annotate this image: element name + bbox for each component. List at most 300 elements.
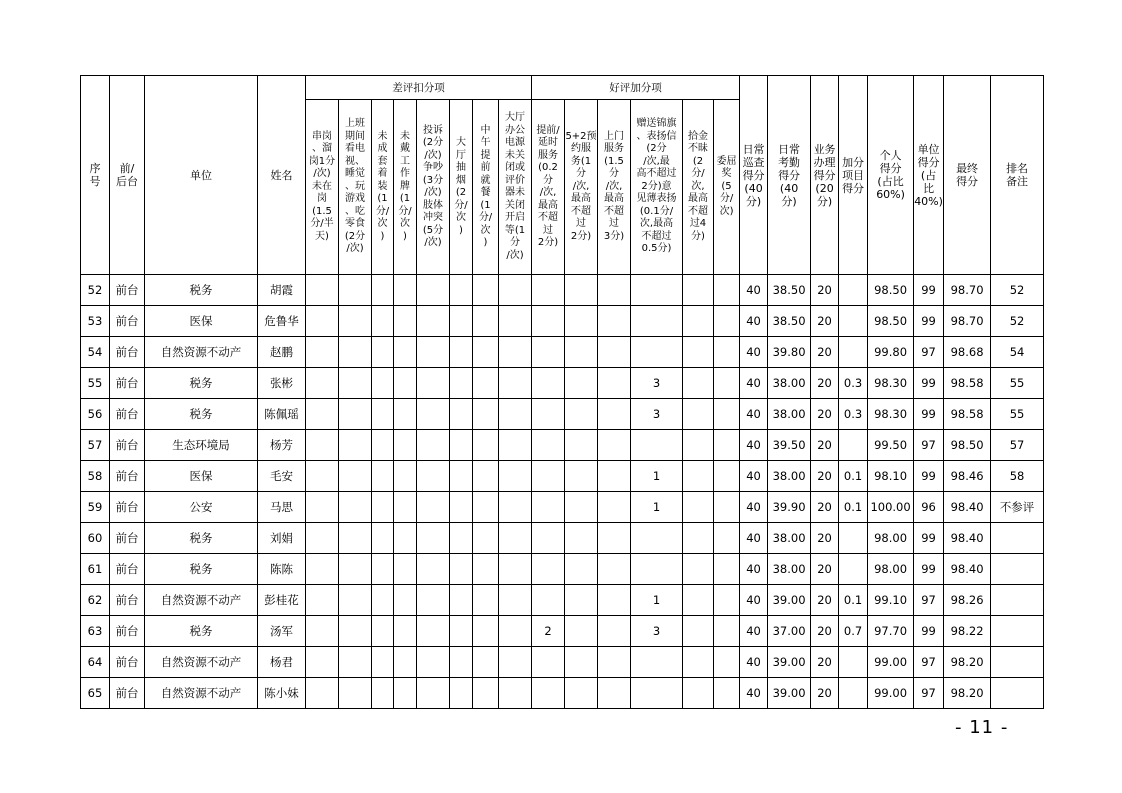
cell-unit: 自然资源不动产 — [145, 678, 258, 709]
header-negative-group: 差评扣分项 — [306, 76, 532, 100]
cell-rank — [991, 585, 1044, 616]
cell-c18 — [714, 306, 740, 337]
cell-final: 98.70 — [944, 275, 991, 306]
cell-c14 — [565, 616, 598, 647]
cell-final: 98.20 — [944, 647, 991, 678]
cell-patrol: 40 — [740, 492, 768, 523]
cell-biz: 20 — [811, 678, 839, 709]
table-row — [81, 368, 1044, 399]
cell-c14 — [565, 399, 598, 430]
cell-final: 98.20 — [944, 678, 991, 709]
cell-c13 — [532, 585, 565, 616]
cell-c15 — [598, 647, 631, 678]
cell-biz: 20 — [811, 368, 839, 399]
cell-c5 — [306, 368, 339, 399]
header-positive-item: 上门 服务 (1.5 分 /次, 最高 不超 过 3分) — [598, 100, 631, 275]
cell-pos: 前台 — [110, 337, 145, 368]
cell-personal: 99.10 — [868, 585, 914, 616]
cell-c6 — [339, 337, 372, 368]
cell-c9 — [417, 399, 450, 430]
cell-c10 — [450, 275, 473, 306]
cell-rank — [991, 523, 1044, 554]
cell-c12 — [499, 616, 532, 647]
table-row — [81, 461, 1044, 492]
cell-c14 — [565, 492, 598, 523]
cell-patrol: 40 — [740, 399, 768, 430]
cell-c15 — [598, 678, 631, 709]
cell-c9 — [417, 554, 450, 585]
cell-c17 — [683, 492, 714, 523]
cell-c10 — [450, 492, 473, 523]
cell-final: 98.70 — [944, 306, 991, 337]
cell-seq: 54 — [81, 337, 110, 368]
cell-c15 — [598, 523, 631, 554]
cell-attend: 38.00 — [768, 399, 811, 430]
cell-c9 — [417, 678, 450, 709]
cell-c10 — [450, 337, 473, 368]
cell-c11 — [473, 616, 499, 647]
cell-attend: 39.90 — [768, 492, 811, 523]
cell-c9 — [417, 275, 450, 306]
cell-unit: 自然资源不动产 — [145, 585, 258, 616]
cell-seq: 55 — [81, 368, 110, 399]
cell-c6 — [339, 461, 372, 492]
table-row — [81, 523, 1044, 554]
cell-c15 — [598, 616, 631, 647]
cell-c10 — [450, 523, 473, 554]
cell-c18 — [714, 275, 740, 306]
cell-biz: 20 — [811, 492, 839, 523]
header-position: 前/ 后台 — [110, 76, 145, 275]
cell-pos: 前台 — [110, 554, 145, 585]
cell-patrol: 40 — [740, 678, 768, 709]
cell-c6 — [339, 430, 372, 461]
cell-c5 — [306, 554, 339, 585]
cell-c16: 1 — [631, 461, 683, 492]
cell-c16: 1 — [631, 492, 683, 523]
cell-rank: 55 — [991, 399, 1044, 430]
cell-c15 — [598, 461, 631, 492]
cell-c18 — [714, 678, 740, 709]
cell-c18 — [714, 461, 740, 492]
cell-c13 — [532, 430, 565, 461]
cell-c12 — [499, 585, 532, 616]
cell-unit_score: 99 — [914, 461, 944, 492]
cell-c5 — [306, 430, 339, 461]
cell-c14 — [565, 554, 598, 585]
cell-c16 — [631, 647, 683, 678]
cell-c14 — [565, 306, 598, 337]
cell-c9 — [417, 585, 450, 616]
cell-c10 — [450, 399, 473, 430]
cell-unit: 自然资源不动产 — [145, 337, 258, 368]
cell-pos: 前台 — [110, 678, 145, 709]
cell-c9 — [417, 461, 450, 492]
cell-c14 — [565, 337, 598, 368]
header-positive-group: 好评加分项 — [532, 76, 740, 100]
cell-rank — [991, 678, 1044, 709]
header-positive-item: 拾金 不昧 (2 分/ 次, 最高 不超 过4 分) — [683, 100, 714, 275]
cell-c13: 2 — [532, 616, 565, 647]
cell-c5 — [306, 275, 339, 306]
cell-unit_score: 97 — [914, 430, 944, 461]
cell-biz: 20 — [811, 306, 839, 337]
cell-c7 — [372, 647, 394, 678]
cell-bonus: 0.1 — [839, 461, 868, 492]
cell-c14 — [565, 430, 598, 461]
cell-name: 胡霞 — [258, 275, 306, 306]
cell-c15 — [598, 492, 631, 523]
cell-bonus: 0.1 — [839, 492, 868, 523]
cell-unit_score: 99 — [914, 399, 944, 430]
cell-c10 — [450, 306, 473, 337]
cell-unit_score: 99 — [914, 554, 944, 585]
cell-c11 — [473, 492, 499, 523]
cell-c7 — [372, 306, 394, 337]
cell-seq: 64 — [81, 647, 110, 678]
cell-c11 — [473, 647, 499, 678]
cell-c8 — [394, 306, 417, 337]
cell-c6 — [339, 554, 372, 585]
cell-c10 — [450, 647, 473, 678]
cell-bonus — [839, 554, 868, 585]
cell-c6 — [339, 678, 372, 709]
cell-unit: 自然资源不动产 — [145, 647, 258, 678]
cell-c15 — [598, 306, 631, 337]
cell-c9 — [417, 368, 450, 399]
cell-c9 — [417, 647, 450, 678]
cell-personal: 98.00 — [868, 554, 914, 585]
header-personal: 个人 得分 (占比 60%) — [868, 76, 914, 275]
cell-personal: 97.70 — [868, 616, 914, 647]
cell-rank: 54 — [991, 337, 1044, 368]
header-business: 业务 办理 得分 (20 分) — [811, 76, 839, 275]
cell-rank: 不参评 — [991, 492, 1044, 523]
cell-c5 — [306, 492, 339, 523]
cell-bonus — [839, 337, 868, 368]
cell-attend: 38.00 — [768, 368, 811, 399]
header-negative-item: 中 午 提 前 就 餐 (1 分/ 次 ) — [473, 100, 499, 275]
cell-c14 — [565, 523, 598, 554]
cell-pos: 前台 — [110, 585, 145, 616]
cell-c13 — [532, 399, 565, 430]
cell-patrol: 40 — [740, 430, 768, 461]
cell-c18 — [714, 368, 740, 399]
cell-c12 — [499, 647, 532, 678]
cell-c13 — [532, 492, 565, 523]
cell-c16 — [631, 306, 683, 337]
cell-c16 — [631, 275, 683, 306]
header-negative-item: 串岗 、溜 岗1分 /次) 未在 岗 (1.5 分/半 天) — [306, 100, 339, 275]
cell-attend: 38.00 — [768, 554, 811, 585]
cell-c5 — [306, 399, 339, 430]
cell-c5 — [306, 306, 339, 337]
cell-c8 — [394, 492, 417, 523]
cell-c8 — [394, 554, 417, 585]
cell-c7 — [372, 368, 394, 399]
cell-unit: 税务 — [145, 523, 258, 554]
cell-c16 — [631, 523, 683, 554]
header-daily-attendance: 日常 考勤 得分 (40 分) — [768, 76, 811, 275]
cell-rank: 52 — [991, 275, 1044, 306]
cell-unit: 生态环境局 — [145, 430, 258, 461]
cell-bonus — [839, 523, 868, 554]
cell-name: 刘娟 — [258, 523, 306, 554]
cell-c7 — [372, 399, 394, 430]
cell-bonus — [839, 678, 868, 709]
cell-c13 — [532, 461, 565, 492]
cell-name: 陈佩瑶 — [258, 399, 306, 430]
cell-c5 — [306, 523, 339, 554]
cell-c11 — [473, 678, 499, 709]
cell-c9 — [417, 337, 450, 368]
cell-c12 — [499, 492, 532, 523]
cell-rank: 55 — [991, 368, 1044, 399]
cell-c9 — [417, 523, 450, 554]
cell-pos: 前台 — [110, 430, 145, 461]
header-positive-item: 5+2预 约服 务(1 分 /次, 最高 不超 过 2分) — [565, 100, 598, 275]
cell-c6 — [339, 306, 372, 337]
cell-final: 98.46 — [944, 461, 991, 492]
cell-seq: 61 — [81, 554, 110, 585]
cell-seq: 58 — [81, 461, 110, 492]
header-daily-patrol: 日常 巡查 得分 (40 分) — [740, 76, 768, 275]
cell-unit: 税务 — [145, 275, 258, 306]
table-row — [81, 647, 1044, 678]
cell-pos: 前台 — [110, 647, 145, 678]
cell-c17 — [683, 399, 714, 430]
cell-name: 彭桂花 — [258, 585, 306, 616]
header-unit-score: 单位 得分 (占 比 40%) — [914, 76, 944, 275]
cell-patrol: 40 — [740, 275, 768, 306]
cell-patrol: 40 — [740, 461, 768, 492]
header-positive-item: 委屈 奖 (5 分/ 次) — [714, 100, 740, 275]
table-row — [81, 275, 1044, 306]
cell-c5 — [306, 647, 339, 678]
cell-c8 — [394, 523, 417, 554]
cell-seq: 60 — [81, 523, 110, 554]
header-positive-item: 提前/ 延时 服务 (0.2 分 /次, 最高 不超 过 2分) — [532, 100, 565, 275]
cell-bonus — [839, 306, 868, 337]
cell-attend: 39.00 — [768, 678, 811, 709]
header-final: 最终 得分 — [944, 76, 991, 275]
table-row — [81, 306, 1044, 337]
cell-biz: 20 — [811, 461, 839, 492]
cell-c10 — [450, 461, 473, 492]
cell-c8 — [394, 461, 417, 492]
cell-c6 — [339, 275, 372, 306]
cell-rank: 58 — [991, 461, 1044, 492]
cell-biz: 20 — [811, 275, 839, 306]
cell-c6 — [339, 523, 372, 554]
cell-c11 — [473, 368, 499, 399]
cell-unit: 医保 — [145, 306, 258, 337]
cell-c16 — [631, 430, 683, 461]
cell-name: 陈陈 — [258, 554, 306, 585]
cell-c16: 1 — [631, 585, 683, 616]
cell-c16: 3 — [631, 368, 683, 399]
cell-c7 — [372, 461, 394, 492]
cell-seq: 63 — [81, 616, 110, 647]
header-name: 姓名 — [258, 76, 306, 275]
cell-c8 — [394, 368, 417, 399]
cell-c7 — [372, 430, 394, 461]
cell-name: 杨君 — [258, 647, 306, 678]
cell-c16 — [631, 337, 683, 368]
cell-c18 — [714, 523, 740, 554]
cell-c9 — [417, 492, 450, 523]
cell-final: 98.22 — [944, 616, 991, 647]
cell-c12 — [499, 306, 532, 337]
cell-unit_score: 97 — [914, 647, 944, 678]
cell-seq: 57 — [81, 430, 110, 461]
cell-personal: 99.00 — [868, 678, 914, 709]
cell-seq: 65 — [81, 678, 110, 709]
cell-name: 张彬 — [258, 368, 306, 399]
cell-c13 — [532, 647, 565, 678]
cell-name: 毛安 — [258, 461, 306, 492]
cell-c12 — [499, 554, 532, 585]
cell-c13 — [532, 368, 565, 399]
cell-c17 — [683, 647, 714, 678]
cell-unit: 税务 — [145, 368, 258, 399]
cell-personal: 98.10 — [868, 461, 914, 492]
cell-final: 98.40 — [944, 492, 991, 523]
cell-patrol: 40 — [740, 337, 768, 368]
cell-pos: 前台 — [110, 368, 145, 399]
cell-name: 杨芳 — [258, 430, 306, 461]
cell-c11 — [473, 523, 499, 554]
cell-c18 — [714, 554, 740, 585]
cell-c6 — [339, 585, 372, 616]
cell-c11 — [473, 275, 499, 306]
cell-unit_score: 99 — [914, 275, 944, 306]
cell-personal: 98.00 — [868, 523, 914, 554]
cell-unit: 医保 — [145, 461, 258, 492]
cell-c5 — [306, 678, 339, 709]
cell-biz: 20 — [811, 554, 839, 585]
cell-personal: 98.30 — [868, 399, 914, 430]
cell-c8 — [394, 678, 417, 709]
cell-bonus: 0.7 — [839, 616, 868, 647]
cell-c16 — [631, 678, 683, 709]
cell-c10 — [450, 616, 473, 647]
cell-c17 — [683, 616, 714, 647]
cell-biz: 20 — [811, 616, 839, 647]
cell-c8 — [394, 430, 417, 461]
cell-final: 98.58 — [944, 368, 991, 399]
cell-c6 — [339, 492, 372, 523]
cell-c7 — [372, 492, 394, 523]
cell-unit_score: 97 — [914, 585, 944, 616]
header-negative-item: 未 成 套 着 装 (1 分/ 次 ) — [372, 100, 394, 275]
cell-pos: 前台 — [110, 461, 145, 492]
cell-c17 — [683, 523, 714, 554]
cell-pos: 前台 — [110, 306, 145, 337]
cell-name: 危鲁华 — [258, 306, 306, 337]
cell-c18 — [714, 430, 740, 461]
cell-unit_score: 99 — [914, 368, 944, 399]
cell-c13 — [532, 337, 565, 368]
cell-c5 — [306, 461, 339, 492]
cell-final: 98.58 — [944, 399, 991, 430]
cell-name: 汤军 — [258, 616, 306, 647]
cell-c14 — [565, 647, 598, 678]
cell-c15 — [598, 275, 631, 306]
cell-final: 98.50 — [944, 430, 991, 461]
header-bonus: 加分 项目 得分 — [839, 76, 868, 275]
cell-pos: 前台 — [110, 492, 145, 523]
cell-bonus: 0.3 — [839, 368, 868, 399]
cell-c8 — [394, 399, 417, 430]
table-body — [81, 275, 1044, 709]
cell-bonus — [839, 430, 868, 461]
cell-c11 — [473, 430, 499, 461]
cell-c17 — [683, 430, 714, 461]
cell-c9 — [417, 616, 450, 647]
cell-c15 — [598, 368, 631, 399]
cell-c11 — [473, 585, 499, 616]
page-number: - 11 - — [955, 717, 1009, 738]
cell-patrol: 40 — [740, 306, 768, 337]
cell-attend: 38.50 — [768, 306, 811, 337]
cell-biz: 20 — [811, 523, 839, 554]
cell-c9 — [417, 430, 450, 461]
cell-patrol: 40 — [740, 585, 768, 616]
cell-c10 — [450, 430, 473, 461]
header-seq: 序 号 — [81, 76, 110, 275]
cell-final: 98.40 — [944, 523, 991, 554]
cell-bonus: 0.3 — [839, 399, 868, 430]
cell-final: 98.68 — [944, 337, 991, 368]
cell-c18 — [714, 647, 740, 678]
cell-attend: 38.50 — [768, 275, 811, 306]
cell-c17 — [683, 554, 714, 585]
cell-attend: 39.00 — [768, 647, 811, 678]
cell-seq: 59 — [81, 492, 110, 523]
header-rank: 排名 备注 — [991, 76, 1044, 275]
cell-name: 赵鹏 — [258, 337, 306, 368]
cell-biz: 20 — [811, 430, 839, 461]
cell-biz: 20 — [811, 647, 839, 678]
cell-patrol: 40 — [740, 368, 768, 399]
cell-unit_score: 99 — [914, 306, 944, 337]
cell-c7 — [372, 554, 394, 585]
cell-c8 — [394, 275, 417, 306]
cell-patrol: 40 — [740, 647, 768, 678]
table-row — [81, 492, 1044, 523]
cell-attend: 39.00 — [768, 585, 811, 616]
cell-c14 — [565, 678, 598, 709]
cell-c10 — [450, 368, 473, 399]
cell-c15 — [598, 337, 631, 368]
cell-final: 98.26 — [944, 585, 991, 616]
cell-rank — [991, 554, 1044, 585]
cell-c11 — [473, 337, 499, 368]
cell-c17 — [683, 461, 714, 492]
cell-c11 — [473, 554, 499, 585]
cell-seq: 53 — [81, 306, 110, 337]
cell-c11 — [473, 461, 499, 492]
cell-rank — [991, 616, 1044, 647]
cell-patrol: 40 — [740, 616, 768, 647]
cell-pos: 前台 — [110, 399, 145, 430]
cell-c10 — [450, 678, 473, 709]
cell-c11 — [473, 306, 499, 337]
cell-c12 — [499, 399, 532, 430]
cell-c17 — [683, 678, 714, 709]
cell-c12 — [499, 678, 532, 709]
